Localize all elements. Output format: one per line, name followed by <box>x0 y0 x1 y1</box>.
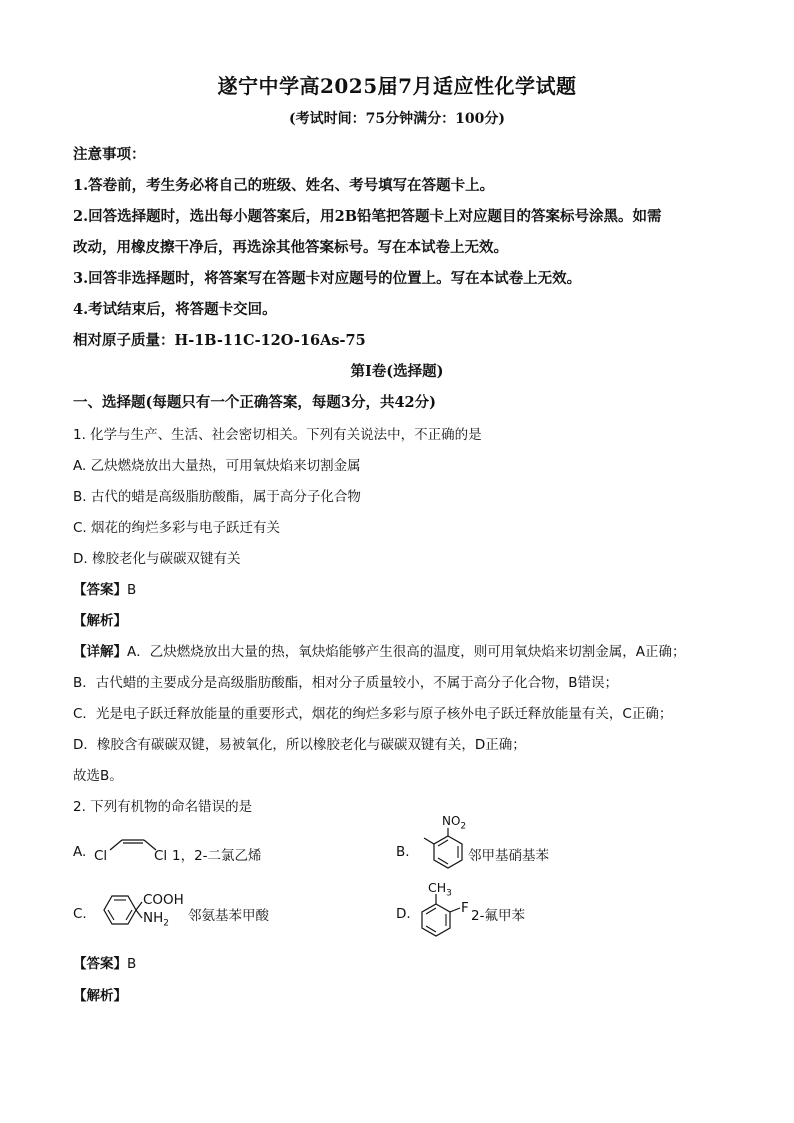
amino-group: $NH_2$ <box>143 910 169 929</box>
question-1-analysis-tag: 【解析】 <box>73 613 127 629</box>
volume-heading: 第Ⅰ卷(选择题) <box>350 363 444 380</box>
methyl-group: $CH_3$ <box>428 880 452 899</box>
question-2-analysis-tag: 【解析】 <box>73 988 127 1004</box>
fluorine-atom: F <box>461 900 469 916</box>
answer-value: B <box>127 956 137 972</box>
question-1-detail-line: D．橡胶含有碳碳双键，易被氧化，所以橡胶老化与碳碳双键有关，D正确； <box>73 737 526 753</box>
question-1-option-d: D. 橡胶老化与碳碳双键有关 <box>73 551 241 567</box>
option-b-name: 邻甲基硝基苯 <box>468 848 549 864</box>
question-2-stem: 2. 下列有机物的命名错误的是 <box>73 799 253 815</box>
carboxyl-group: COOH <box>143 892 184 908</box>
answer-tag: 【答案】 <box>73 582 127 598</box>
chlorine-atom-left: Cl <box>94 848 108 864</box>
notice-heading: 注意事项： <box>73 146 146 163</box>
notice-item: 3.回答非选择题时，将答案写在答题卡对应题号的位置上。写在本试卷上无效。 <box>73 270 582 287</box>
page-title: 遂宁中学高2025届7月适应性化学试题 <box>217 74 577 98</box>
option-b-structure <box>418 814 578 880</box>
question-1-option-a: A. 乙炔燃烧放出大量热，可用氧炔焰来切割金属 <box>73 458 361 474</box>
question-1-option-c: C. 烟花的绚烂多彩与电子跃迁有关 <box>73 520 281 536</box>
notice-item: 2.回答选择题时，选出每小题答案后，用2B铅笔把答题卡上对应题目的答案标号涂黑。如需 <box>73 208 662 225</box>
question-1-detail <box>73 640 685 660</box>
notice-item: 1.答卷前，考生务必将自己的班级、姓名、考号填写在答题卡上。 <box>73 177 495 194</box>
chlorine-atom-right: Cl <box>154 848 168 864</box>
option-a-label: A. <box>73 844 87 860</box>
detail-line: A．乙炔燃烧放出大量的热，氧炔焰能够产生很高的温度，则可用氧炔焰来切割金属，A正确； <box>127 644 686 660</box>
exam-info: (考试时间：75分钟满分：100分) <box>289 111 505 127</box>
atomic-mass: 相对原子质量：H-1B-11C-12O-16As-75 <box>73 332 366 349</box>
answer-tag: 【答案】 <box>73 956 127 972</box>
answer-value: B <box>127 582 137 598</box>
question-1-answer <box>73 578 136 598</box>
question-1-conclusion: 故选B。 <box>73 768 123 784</box>
option-a-name: 1，2-二氯乙烯 <box>172 848 262 864</box>
notice-item: 4.考试结束后，将答题卡交回。 <box>73 301 277 318</box>
question-1-detail-line: B．古代蜡的主要成分是高级脂肪酸酯，相对分子质量较小，不属于高分子化合物，B错误； <box>73 675 619 691</box>
option-c-label: C. <box>73 906 87 922</box>
question-1-option-b: B. 古代的蜡是高级脂肪酸酯，属于高分子化合物 <box>73 489 361 505</box>
detail-tag: 【详解】 <box>73 644 127 660</box>
notice-item: 改动，用橡皮擦干净后，再选涂其他答案标号。写在本试卷上无效。 <box>73 239 508 256</box>
question-1-detail-line: C．光是电子跃迁释放能量的重要形式，烟花的绚烂多彩与原子核外电子跃迁释放能量有关，C正确； <box>73 706 673 722</box>
section-heading: 一、选择题(每题只有一个正确答案，每题3分，共42分) <box>73 394 436 411</box>
option-d-name: 2-氟甲苯 <box>471 908 525 924</box>
question-2-answer <box>73 952 136 972</box>
option-c-structure <box>92 890 312 940</box>
option-c-name: 邻氨基苯甲酸 <box>188 908 269 924</box>
option-a-structure <box>92 832 282 872</box>
nitro-group: $NO_2$ <box>442 814 467 832</box>
option-d-structure <box>416 882 576 944</box>
option-b-label: B. <box>396 844 410 860</box>
option-d-label: D. <box>396 906 411 922</box>
question-1-stem: 1. 化学与生产、生活、社会密切相关。下列有关说法中，不正确的是 <box>73 427 482 443</box>
